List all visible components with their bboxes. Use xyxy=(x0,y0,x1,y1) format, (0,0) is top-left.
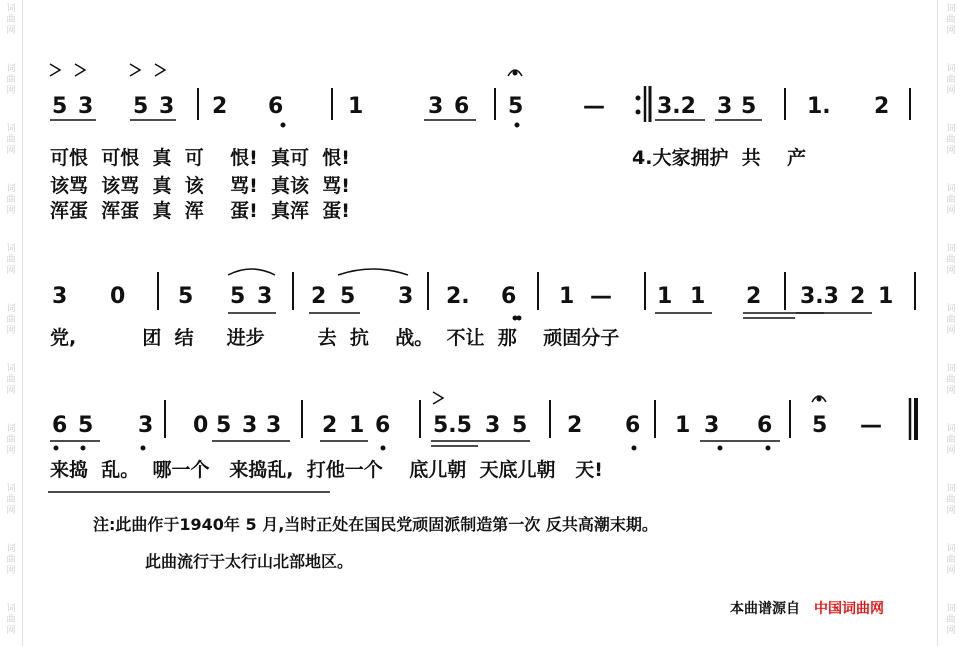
watermark-char: 曲 xyxy=(6,315,16,325)
watermark-char: 网 xyxy=(946,26,956,36)
accent-mark xyxy=(130,64,140,76)
watermark-char: 曲 xyxy=(6,375,16,385)
score-note: 5 xyxy=(133,94,149,119)
watermark-char: 词 xyxy=(6,544,16,554)
score-note: 3 xyxy=(138,413,154,438)
score-note: 6 xyxy=(757,413,773,438)
note-line-1: 注:此曲作于1940年 5 月,当时正处在国民党顽固派制造第一次 反共高潮末期。 xyxy=(93,515,658,534)
watermark-char: 词 xyxy=(946,184,956,194)
watermark-char: 词 xyxy=(6,244,16,254)
watermark-char: 曲 xyxy=(6,195,16,205)
score-note: 1 xyxy=(559,284,575,309)
watermark-char: 网 xyxy=(6,566,16,576)
watermark-char: 网 xyxy=(6,446,16,456)
watermark-char: 网 xyxy=(946,326,956,336)
score-note: 3 xyxy=(242,413,258,438)
watermark-char: 词 xyxy=(6,304,16,314)
watermark-char: 曲 xyxy=(946,375,956,385)
watermark-char: 词 xyxy=(6,484,16,494)
score-note: 3.3 xyxy=(800,284,839,309)
lyric-line-3: 来捣 乱。 哪一个 来捣乱, 打他一个 底儿朝 天底儿朝 天! xyxy=(50,459,603,481)
watermark-char: 词 xyxy=(6,424,16,434)
watermark-char: 网 xyxy=(946,86,956,96)
score-note: 3 xyxy=(398,284,414,309)
watermark-char: 网 xyxy=(6,626,16,636)
score-note: 2 xyxy=(874,94,890,119)
watermark-char: 曲 xyxy=(946,435,956,445)
score-note: 3 xyxy=(159,94,175,119)
lyric-verse-4-line: 4.大家拥护 共 产 xyxy=(632,147,807,169)
score-note: 1. xyxy=(807,94,831,119)
score-note: 1 xyxy=(349,413,365,438)
score-note: 3.2 xyxy=(657,94,696,119)
score-note: 3 xyxy=(704,413,720,438)
watermark-char: 曲 xyxy=(6,15,16,25)
score-note: 5 xyxy=(230,284,246,309)
score-note: 2 xyxy=(322,413,338,438)
watermark-char: 曲 xyxy=(6,555,16,565)
score-note: 5 xyxy=(52,94,68,119)
watermark-char: 网 xyxy=(946,626,956,636)
score-note: 0 xyxy=(110,284,126,309)
lyric-verse-3-line: 浑蛋 浑蛋 真 浑 蛋! 真浑 蛋! xyxy=(50,200,350,222)
score-note: 6 xyxy=(501,284,517,309)
score-note: 5 xyxy=(512,413,528,438)
watermark-char: 网 xyxy=(6,326,16,336)
score-note: 2 xyxy=(746,284,762,309)
octave-dot xyxy=(517,316,521,320)
score-note: 3 xyxy=(428,94,444,119)
watermark-char: 网 xyxy=(946,446,956,456)
score-note: 3 xyxy=(257,284,273,309)
watermark-char: 网 xyxy=(6,266,16,276)
octave-dot xyxy=(81,446,85,450)
watermark-char: 曲 xyxy=(946,495,956,505)
octave-dot xyxy=(381,446,385,450)
watermark-char: 曲 xyxy=(946,255,956,265)
score-note: 1 xyxy=(878,284,894,309)
score-note: 6 xyxy=(375,413,391,438)
score-note: 5 xyxy=(78,413,94,438)
watermark-char: 曲 xyxy=(6,435,16,445)
lyric-verse-2-line: 该骂 该骂 真 该 骂! 真该 骂! xyxy=(50,175,350,197)
score-note: 1 xyxy=(657,284,673,309)
watermark-char: 曲 xyxy=(946,195,956,205)
watermark-char: 词 xyxy=(946,604,956,614)
watermark-char: 词 xyxy=(946,64,956,74)
score-note: 5 xyxy=(340,284,356,309)
watermark-char: 曲 xyxy=(946,315,956,325)
score-note: 5 xyxy=(741,94,757,119)
watermark-char: 网 xyxy=(946,266,956,276)
score-note: 6 xyxy=(52,413,68,438)
watermark-char: 词 xyxy=(6,364,16,374)
lyric-verse-1-line: 可恨 可恨 真 可 恨! 真可 恨! xyxy=(50,147,350,169)
accent-mark xyxy=(155,64,165,76)
watermark-char: 词 xyxy=(946,4,956,14)
watermark-char: 词 xyxy=(946,484,956,494)
watermark-char: 网 xyxy=(6,146,16,156)
octave-dot xyxy=(515,123,519,127)
watermark-char: 网 xyxy=(946,386,956,396)
score-note: — xyxy=(860,413,882,438)
score-note: 5 xyxy=(508,94,524,119)
score-note: 6 xyxy=(268,94,284,119)
score-note: 5 xyxy=(812,413,828,438)
score-note: 2 xyxy=(567,413,583,438)
watermark-char: 曲 xyxy=(946,75,956,85)
score-note: 2 xyxy=(850,284,866,309)
source-brand-link[interactable]: 中国词曲网 xyxy=(814,601,884,617)
watermark-char: 词 xyxy=(946,244,956,254)
watermark-char: 曲 xyxy=(6,615,16,625)
watermark-char: 曲 xyxy=(6,135,16,145)
slur-mark xyxy=(338,269,408,275)
fermata-dot xyxy=(817,397,821,401)
score-note: 3 xyxy=(266,413,282,438)
watermark-char: 曲 xyxy=(6,495,16,505)
score-note: 1 xyxy=(348,94,364,119)
note-line-2: 此曲流行于太行山北部地区。 xyxy=(145,552,354,571)
score-note: 0 xyxy=(193,413,209,438)
octave-dot xyxy=(281,123,285,127)
watermark-char: 词 xyxy=(946,424,956,434)
watermark-char: 网 xyxy=(946,566,956,576)
watermark-char: 网 xyxy=(6,86,16,96)
score-note: 3 xyxy=(485,413,501,438)
watermark-char: 网 xyxy=(946,146,956,156)
source-label: 本曲谱源自 xyxy=(730,601,800,617)
watermark-char: 网 xyxy=(6,26,16,36)
score-note: 3 xyxy=(717,94,733,119)
score-note: 2 xyxy=(311,284,327,309)
watermark-char: 词 xyxy=(946,544,956,554)
watermark-char: 曲 xyxy=(946,15,956,25)
octave-dot xyxy=(54,446,58,450)
accent-mark xyxy=(433,392,443,404)
watermark-char: 曲 xyxy=(946,135,956,145)
fermata-dot xyxy=(513,71,517,75)
watermark-char: 网 xyxy=(6,206,16,216)
watermark-char: 网 xyxy=(6,386,16,396)
watermark-char: 词 xyxy=(6,4,16,14)
score-note: — xyxy=(590,284,612,309)
watermark-char: 曲 xyxy=(6,255,16,265)
watermark-char: 词 xyxy=(6,604,16,614)
watermark-char: 曲 xyxy=(6,75,16,85)
watermark-char: 曲 xyxy=(946,615,956,625)
score-note: 3 xyxy=(52,284,68,309)
watermark-char: 网 xyxy=(946,506,956,516)
score-note: 1 xyxy=(675,413,691,438)
repeat-dot xyxy=(636,96,640,100)
watermark-char: 词 xyxy=(6,124,16,134)
lyric-line-2: 党, 团 结 进步 去 抗 战。 不让 那 顽固分子 xyxy=(50,327,620,349)
score-note: 6 xyxy=(625,413,641,438)
watermark-char: 词 xyxy=(6,184,16,194)
watermark-char: 词 xyxy=(946,364,956,374)
slur-mark xyxy=(228,269,275,275)
watermark-char: 词 xyxy=(946,304,956,314)
watermark-char: 网 xyxy=(946,206,956,216)
watermark-char: 网 xyxy=(6,506,16,516)
octave-dot xyxy=(513,316,517,320)
octave-dot xyxy=(766,446,770,450)
score-note: — xyxy=(583,94,605,119)
score-note: 2 xyxy=(212,94,228,119)
watermark-char: 曲 xyxy=(946,555,956,565)
octave-dot xyxy=(718,446,722,450)
score-note: 5.5 xyxy=(433,413,472,438)
score-note: 6 xyxy=(454,94,470,119)
score-note: 3 xyxy=(78,94,94,119)
score-note: 1 xyxy=(690,284,706,309)
watermark-char: 词 xyxy=(6,64,16,74)
source-credit xyxy=(730,598,884,618)
octave-dot xyxy=(632,446,636,450)
score-note: 5 xyxy=(216,413,232,438)
repeat-dot xyxy=(636,110,640,114)
score-note: 2. xyxy=(446,284,470,309)
watermark-char: 词 xyxy=(946,124,956,134)
accent-mark xyxy=(50,64,60,76)
score-note: 5 xyxy=(178,284,194,309)
accent-mark xyxy=(75,64,85,76)
octave-dot xyxy=(141,446,145,450)
